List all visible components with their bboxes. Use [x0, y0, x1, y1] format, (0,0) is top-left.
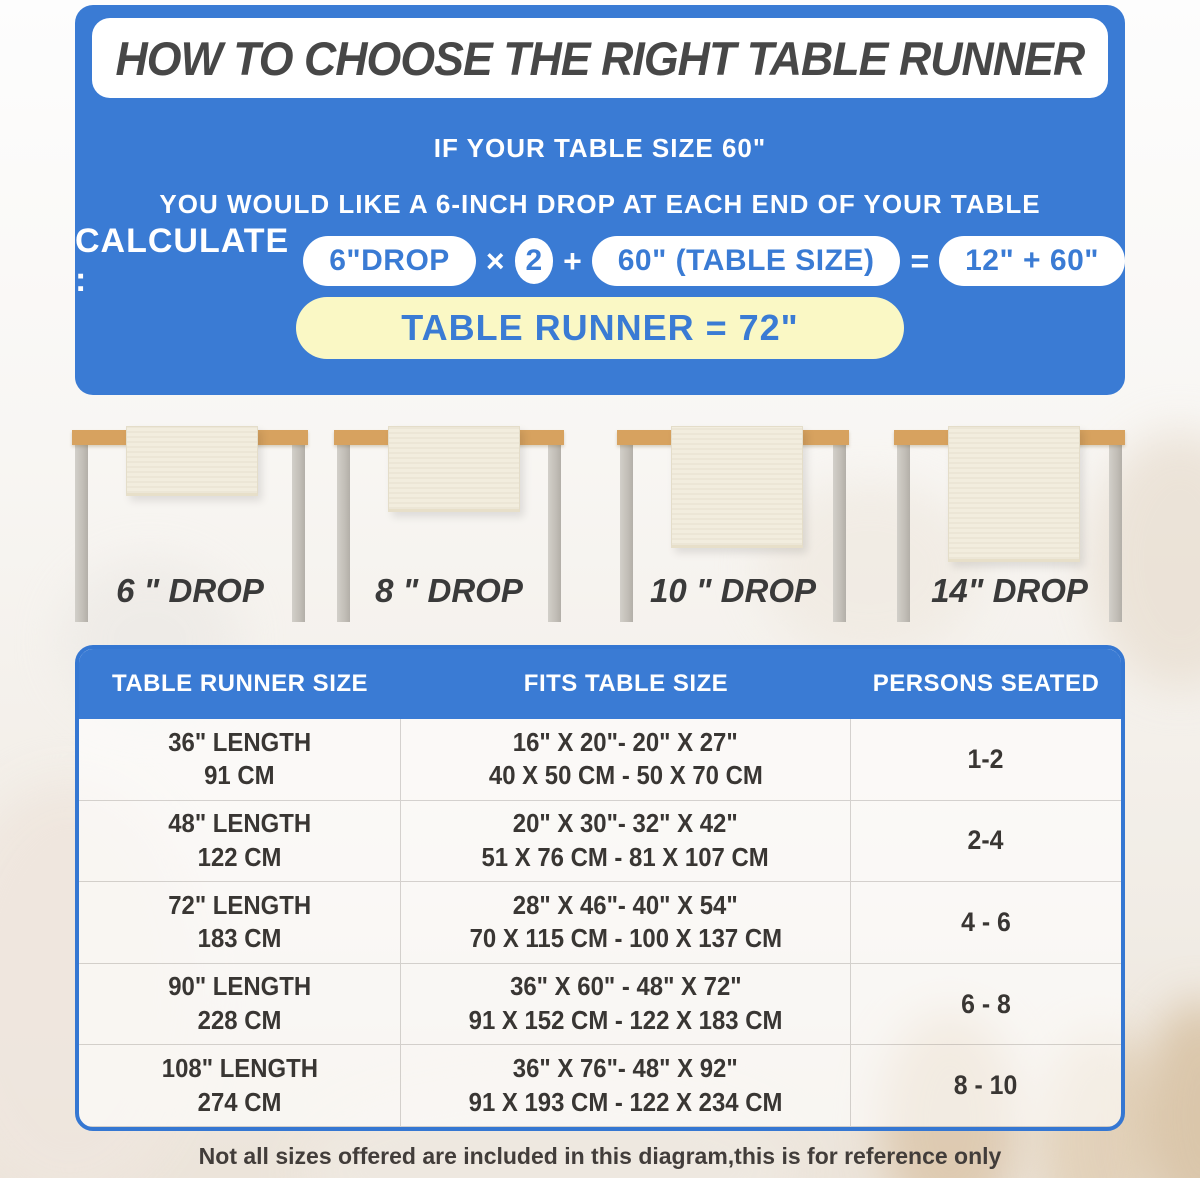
result-banner: TABLE RUNNER = 72": [296, 297, 904, 359]
runner-size-cell: [79, 964, 401, 1045]
runner-length-inches: 108" LENGTH: [161, 1052, 318, 1083]
calculate-label: CALCULATE :: [75, 222, 290, 299]
table-runner-illustration: [126, 426, 258, 496]
table-drop-diagram: [334, 422, 564, 627]
column-header-persons: PERSONS SEATED: [872, 670, 1100, 697]
table-row: [79, 964, 1121, 1046]
table-drop-diagram: [617, 422, 849, 627]
persons-seated-value: 2-4: [968, 825, 1004, 856]
table-size-pill: 60" (TABLE SIZE): [592, 236, 901, 286]
runner-length-inches: 90" LENGTH: [168, 971, 311, 1002]
fits-size-inches: 36" X 60" - 48" X 72": [509, 971, 742, 1002]
table-drop-diagram: [894, 422, 1125, 627]
runner-length-cm: 91 CM: [204, 760, 275, 791]
fits-size-cm: 91 X 152 CM - 122 X 183 CM: [468, 1005, 783, 1036]
runner-length-cm: 183 CM: [197, 923, 282, 954]
persons-seated-cell: [851, 882, 1121, 963]
persons-seated-cell: [851, 801, 1121, 882]
table-runner-illustration: [948, 426, 1080, 562]
runner-length-cm: 274 CM: [197, 1086, 282, 1117]
fits-table-cell: [401, 719, 851, 800]
runner-size-cell: [79, 882, 401, 963]
table-runner-illustration: [388, 426, 520, 512]
size-chart-header: [79, 649, 1121, 719]
runner-length-cm: 228 CM: [197, 1005, 282, 1036]
persons-seated-cell: [851, 964, 1121, 1045]
fits-size-cm: 40 X 50 CM - 50 X 70 CM: [488, 760, 763, 791]
table-drop-diagram: [72, 422, 308, 627]
fits-table-cell: [401, 964, 851, 1045]
multiply-operator: ×: [485, 242, 505, 279]
fits-table-cell: [401, 801, 851, 882]
sum-pill: 12" + 60": [939, 236, 1125, 286]
instruction-panel: [75, 5, 1125, 395]
column-header-fits-table: FITS TABLE SIZE: [523, 670, 729, 697]
runner-size-cell: [79, 801, 401, 882]
fits-table-cell: [401, 882, 851, 963]
fits-size-inches: 20" X 30"- 32" X 42": [513, 808, 738, 839]
drop-size-label: 10 " DROP: [649, 572, 817, 609]
persons-seated-value: 6 - 8: [961, 988, 1011, 1019]
fits-size-cm: 51 X 76 CM - 81 X 107 CM: [481, 841, 770, 872]
persons-seated-cell: [851, 719, 1121, 800]
persons-seated-value: 8 - 10: [954, 1070, 1018, 1101]
fits-size-cm: 70 X 115 CM - 100 X 137 CM: [469, 923, 782, 954]
runner-length-cm: 122 CM: [197, 841, 282, 872]
table-row: [79, 801, 1121, 883]
multiplier-badge: 2: [515, 238, 554, 284]
column-header-runner-size: TABLE RUNNER SIZE: [111, 670, 369, 697]
size-chart-panel: [75, 645, 1125, 1131]
drop-size-label: 6 " DROP: [116, 572, 264, 609]
drop-diagram-strip: [0, 422, 1200, 632]
drop-size-label: 8 " DROP: [375, 572, 523, 609]
drop-value-pill: 6"DROP: [303, 236, 476, 286]
runner-size-cell: [79, 719, 401, 800]
persons-seated-value: 4 - 6: [961, 906, 1011, 937]
table-row: [79, 882, 1121, 964]
drop-size-label: 14" DROP: [931, 572, 1088, 609]
calculation-formula: [75, 222, 1125, 299]
runner-length-inches: 72" LENGTH: [168, 889, 311, 920]
fits-size-inches: 16" X 20"- 20" X 27": [513, 726, 738, 757]
runner-size-cell: [79, 1045, 401, 1126]
fits-size-inches: 28" X 46"- 40" X 54": [513, 889, 738, 920]
table-row: [79, 1045, 1121, 1127]
runner-length-inches: 48" LENGTH: [168, 808, 311, 839]
table-runner-illustration: [671, 426, 803, 548]
fits-table-cell: [401, 1045, 851, 1126]
runner-length-inches: 36" LENGTH: [168, 726, 311, 757]
page-title: HOW TO CHOOSE THE RIGHT TABLE RUNNER: [115, 31, 1085, 85]
subtitle-line-1: IF YOUR TABLE SIZE 60": [433, 133, 767, 163]
table-row: [79, 719, 1121, 801]
fits-size-inches: 36" X 76"- 48" X 92": [513, 1052, 738, 1083]
persons-seated-cell: [851, 1045, 1121, 1126]
subtitle-line-2: YOU WOULD LIKE A 6-INCH DROP AT EACH END OF YOUR TABLE: [159, 189, 1041, 219]
plus-operator: +: [563, 242, 582, 279]
persons-seated-value: 1-2: [968, 743, 1004, 774]
title-banner: [92, 18, 1108, 98]
equals-operator: =: [910, 242, 930, 279]
fits-size-cm: 91 X 193 CM - 122 X 234 CM: [468, 1086, 783, 1117]
reference-footnote: Not all sizes offered are included in this diagram,this is for reference only: [198, 1143, 1002, 1169]
